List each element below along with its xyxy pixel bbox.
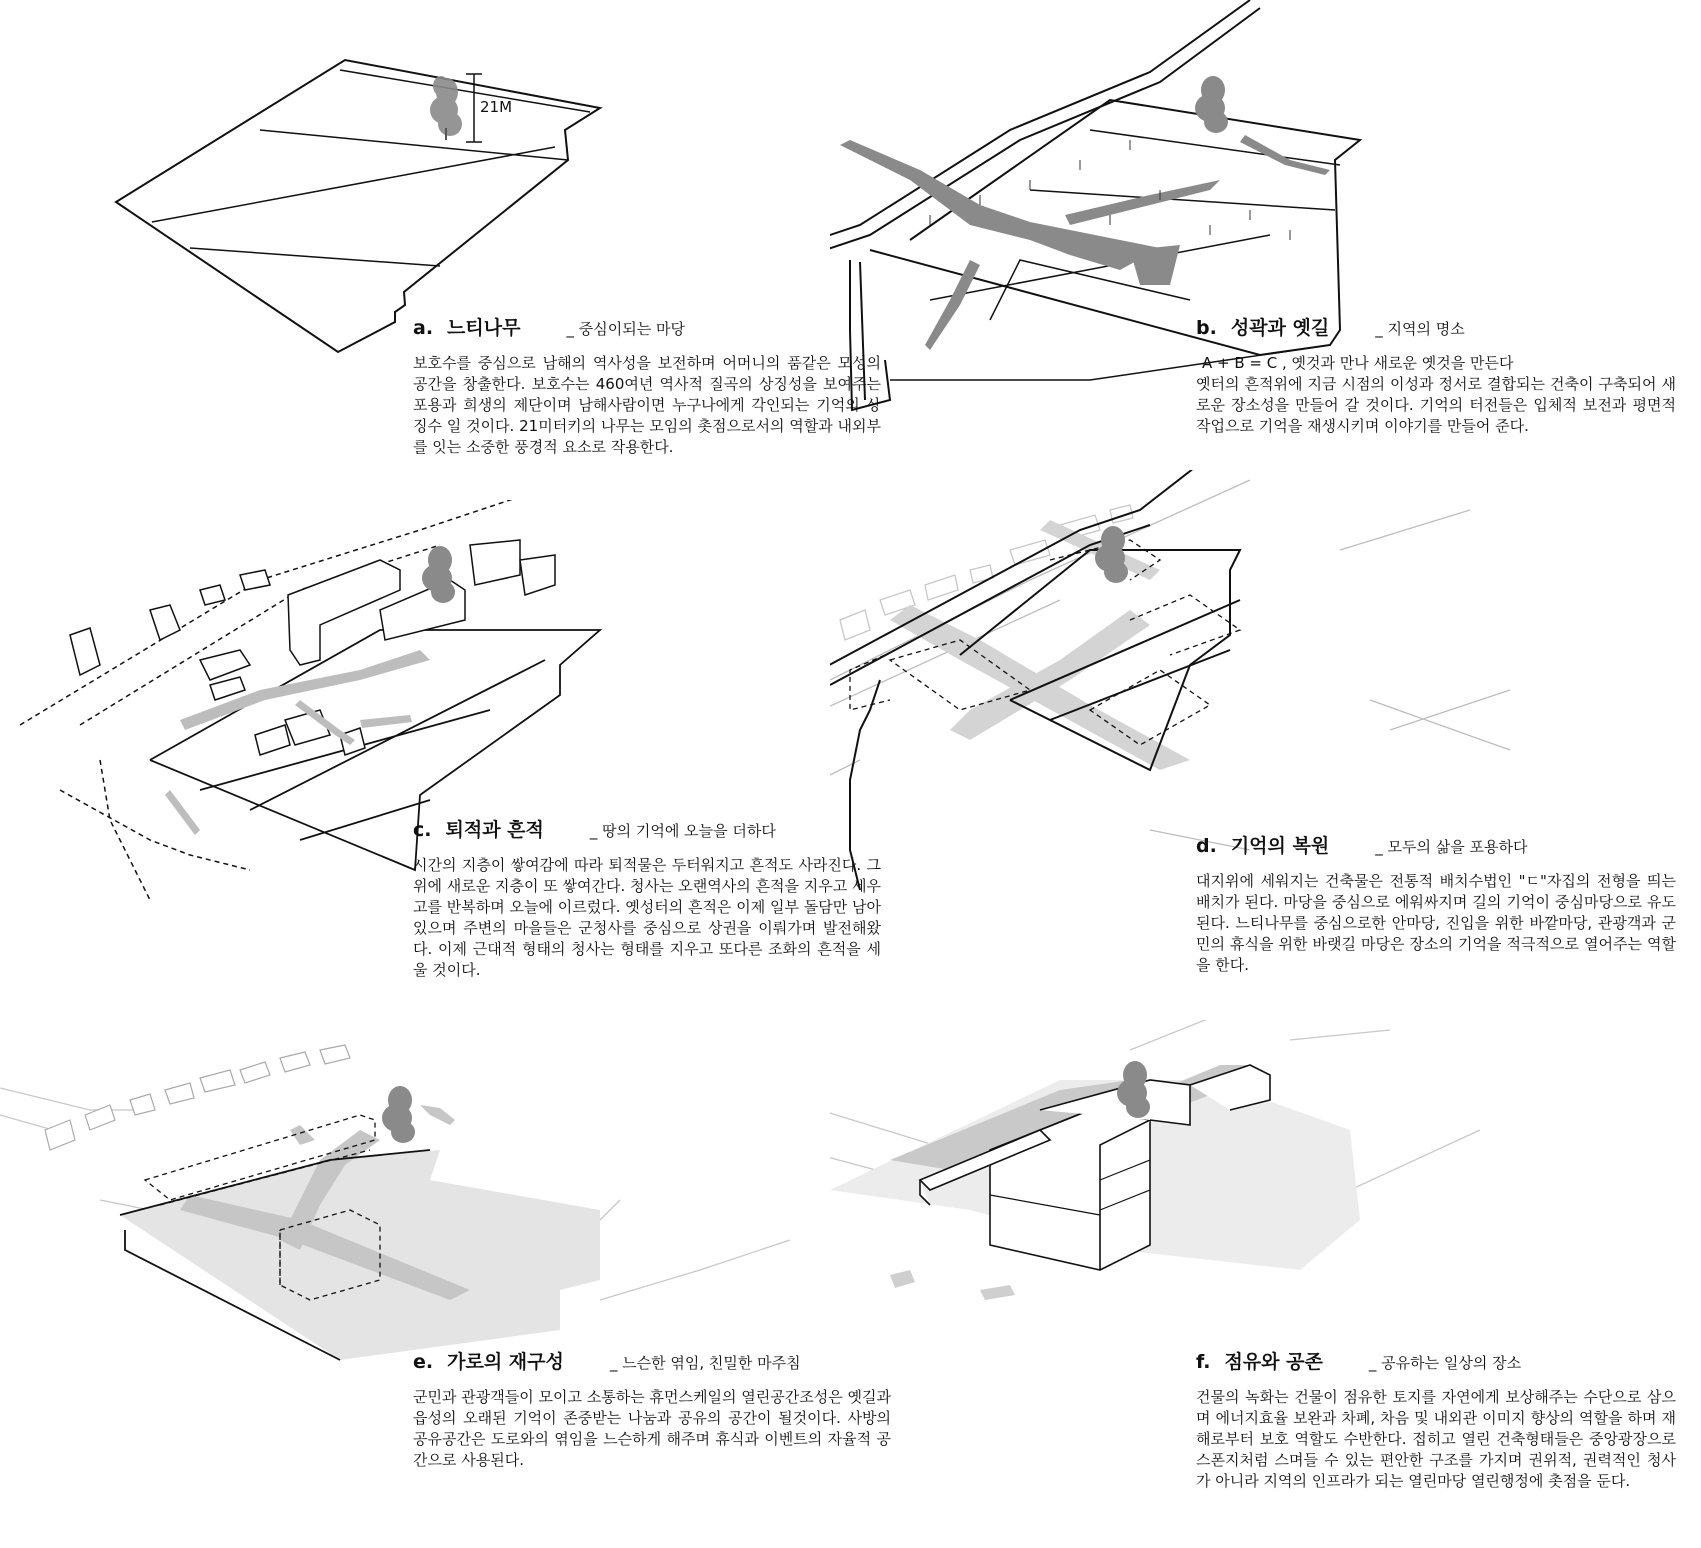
caption-body-a: 보호수를 중심으로 남해의 역사성을 보전하며 어머니의 품같은 모성의 공간을 창출한다. 보호수는 460여년 역사적 질곡의 상징성을 보여주는 포용과 희생의 제단이며 남해사람이면 누구나에게 각인되는 기억의 상징수 일 것이다. 21미터키의 나무는 모임의 촛점으로서의 역할과 내외부를 잇는 소중한 풍경적 요소로 작용한다.: [413, 354, 881, 456]
panel-a: [0, 0, 881, 520]
caption-subtitle-b: _ 지역의 명소: [1375, 320, 1465, 338]
tree-icon: [382, 1086, 415, 1143]
caption-title-c: 퇴적과 흔적: [445, 819, 544, 841]
caption-heading-d: d. 기억의 복원 _ 모두의 삶을 포용하다: [1196, 835, 1528, 857]
caption-subtitle-d: _ 모두의 삶을 포용하다: [1375, 838, 1528, 856]
caption-title-f: 점유와 공존: [1224, 1351, 1323, 1373]
caption-body-c: 시간의 지층이 쌓여감에 따라 퇴적물은 두터워지고 흔적도 사라진다. 그 위에 새로운 지층이 또 쌓여간다. 청사는 오랜역사의 흔적을 지우고 세우고를 반복하며 오늘에 이르렀다. 옛성터의 흔적은 이제 일부 돌담만 남아있으며 주변의 마을들은 군청사를 중심으로 상권을 이뤄가며 발전해왔다. 이제 근대적 형태의 청사는 형태를 지우고 또다른 조화의 흔적을 세울 것이다.: [413, 856, 881, 979]
caption-subtitle-e: _ 느슨한 엮임, 친밀한 마주침: [609, 1354, 801, 1372]
site-diagram-b: [830, 0, 1701, 520]
caption-subtitle-c: _ 땅의 기억에 오늘을 더하다: [589, 822, 776, 840]
caption-body-f: 건물의 녹화는 건물이 점유한 토지를 자연에게 보상해주는 수단으로 삼으며 에너지효율 보완과 차폐, 차음 및 내외관 이미지 향상의 역할을 하며 재해로부터 보호 역할도 수반한다. 접히고 열린 건축형태들은 중앙광장으로 스폰지처럼 스며들 수 있는 편안한 구조를 가지며 권위적, 권력적인 청사가 아니라 지역의 인프라가 되는 열린마당 열린행정에 촛점을 둔다.: [1196, 1388, 1676, 1490]
dimension-label: 21M: [480, 98, 513, 116]
caption-title-a: 느티나무: [447, 317, 521, 339]
caption-body-e: 군민과 관광객들이 모이고 소통하는 휴먼스케일의 열린공간조성은 옛길과 읍성의 오래된 기억이 존중받는 나눔과 공유의 공간이 될것이다. 사방의 공유공간은 도로와의 엮임을 느슨하게 해주며 휴식과 이벤트의 자율적 공간으로 사용된다.: [413, 1388, 891, 1469]
panel-b: [830, 0, 1701, 520]
caption-heading-f: f. 점유와 공존 _ 공유하는 일상의 장소: [1196, 1351, 1522, 1373]
caption-heading-a: a. 느티나무 _ 중심이되는 마당: [413, 317, 685, 339]
caption-body-b: A + B = C , 옛것과 만나 새로운 옛것을 만든다 옛터의 흔적위에 지금 시점의 이성과 정서로 결합되는 건축이 구축되어 새로운 장소성을 만들어 갈 것이다. 기억의 터전들은 입체적 보전과 평면적 작업으로 기억을 재생시키며 이야기를 만들어 준다.: [1196, 354, 1676, 435]
caption-subtitle-a: _ 중심이되는 마당: [566, 320, 685, 338]
caption-heading-c: c. 퇴적과 흔적 _ 땅의 기억에 오늘을 더하다: [413, 819, 776, 841]
panel-c: [0, 500, 881, 1040]
tree-icon: [1095, 526, 1128, 583]
caption-title-e: 가로의 재구성: [447, 1351, 564, 1373]
caption-heading-e: e. 가로의 재구성 _ 느슨한 엮임, 친밀한 마주침: [413, 1351, 801, 1373]
panel-e: [0, 1040, 891, 1548]
site-diagram-e: [0, 1040, 850, 1548]
panel-d: [830, 470, 1701, 990]
tree-icon: [1195, 76, 1228, 133]
caption-title-b: 성곽과 옛길: [1230, 317, 1330, 339]
caption-body-d: 대지위에 세워지는 건축물은 전통적 배치수법인 "ㄷ"자집의 전형을 띄는 배치가 된다. 마당을 중심으로 에워싸지며 길의 기억이 중심마당으로 유도된다. 느티나무를 중심으로한 안마당, 진입을 위한 바깥마당, 관광객과 군민의 휴식을 위한 바랫길 마당은 장소의 기억을 적극적으로 열어주는 역할을 한다.: [1196, 872, 1676, 974]
tree-icon: [430, 76, 462, 140]
caption-title-d: 기억의 복원: [1230, 835, 1330, 857]
panel-f: [830, 1020, 1701, 1548]
caption-subtitle-f: _ 공유하는 일상의 장소: [1368, 1354, 1522, 1372]
caption-heading-b: b. 성곽과 옛길 _ 지역의 명소: [1196, 317, 1465, 339]
